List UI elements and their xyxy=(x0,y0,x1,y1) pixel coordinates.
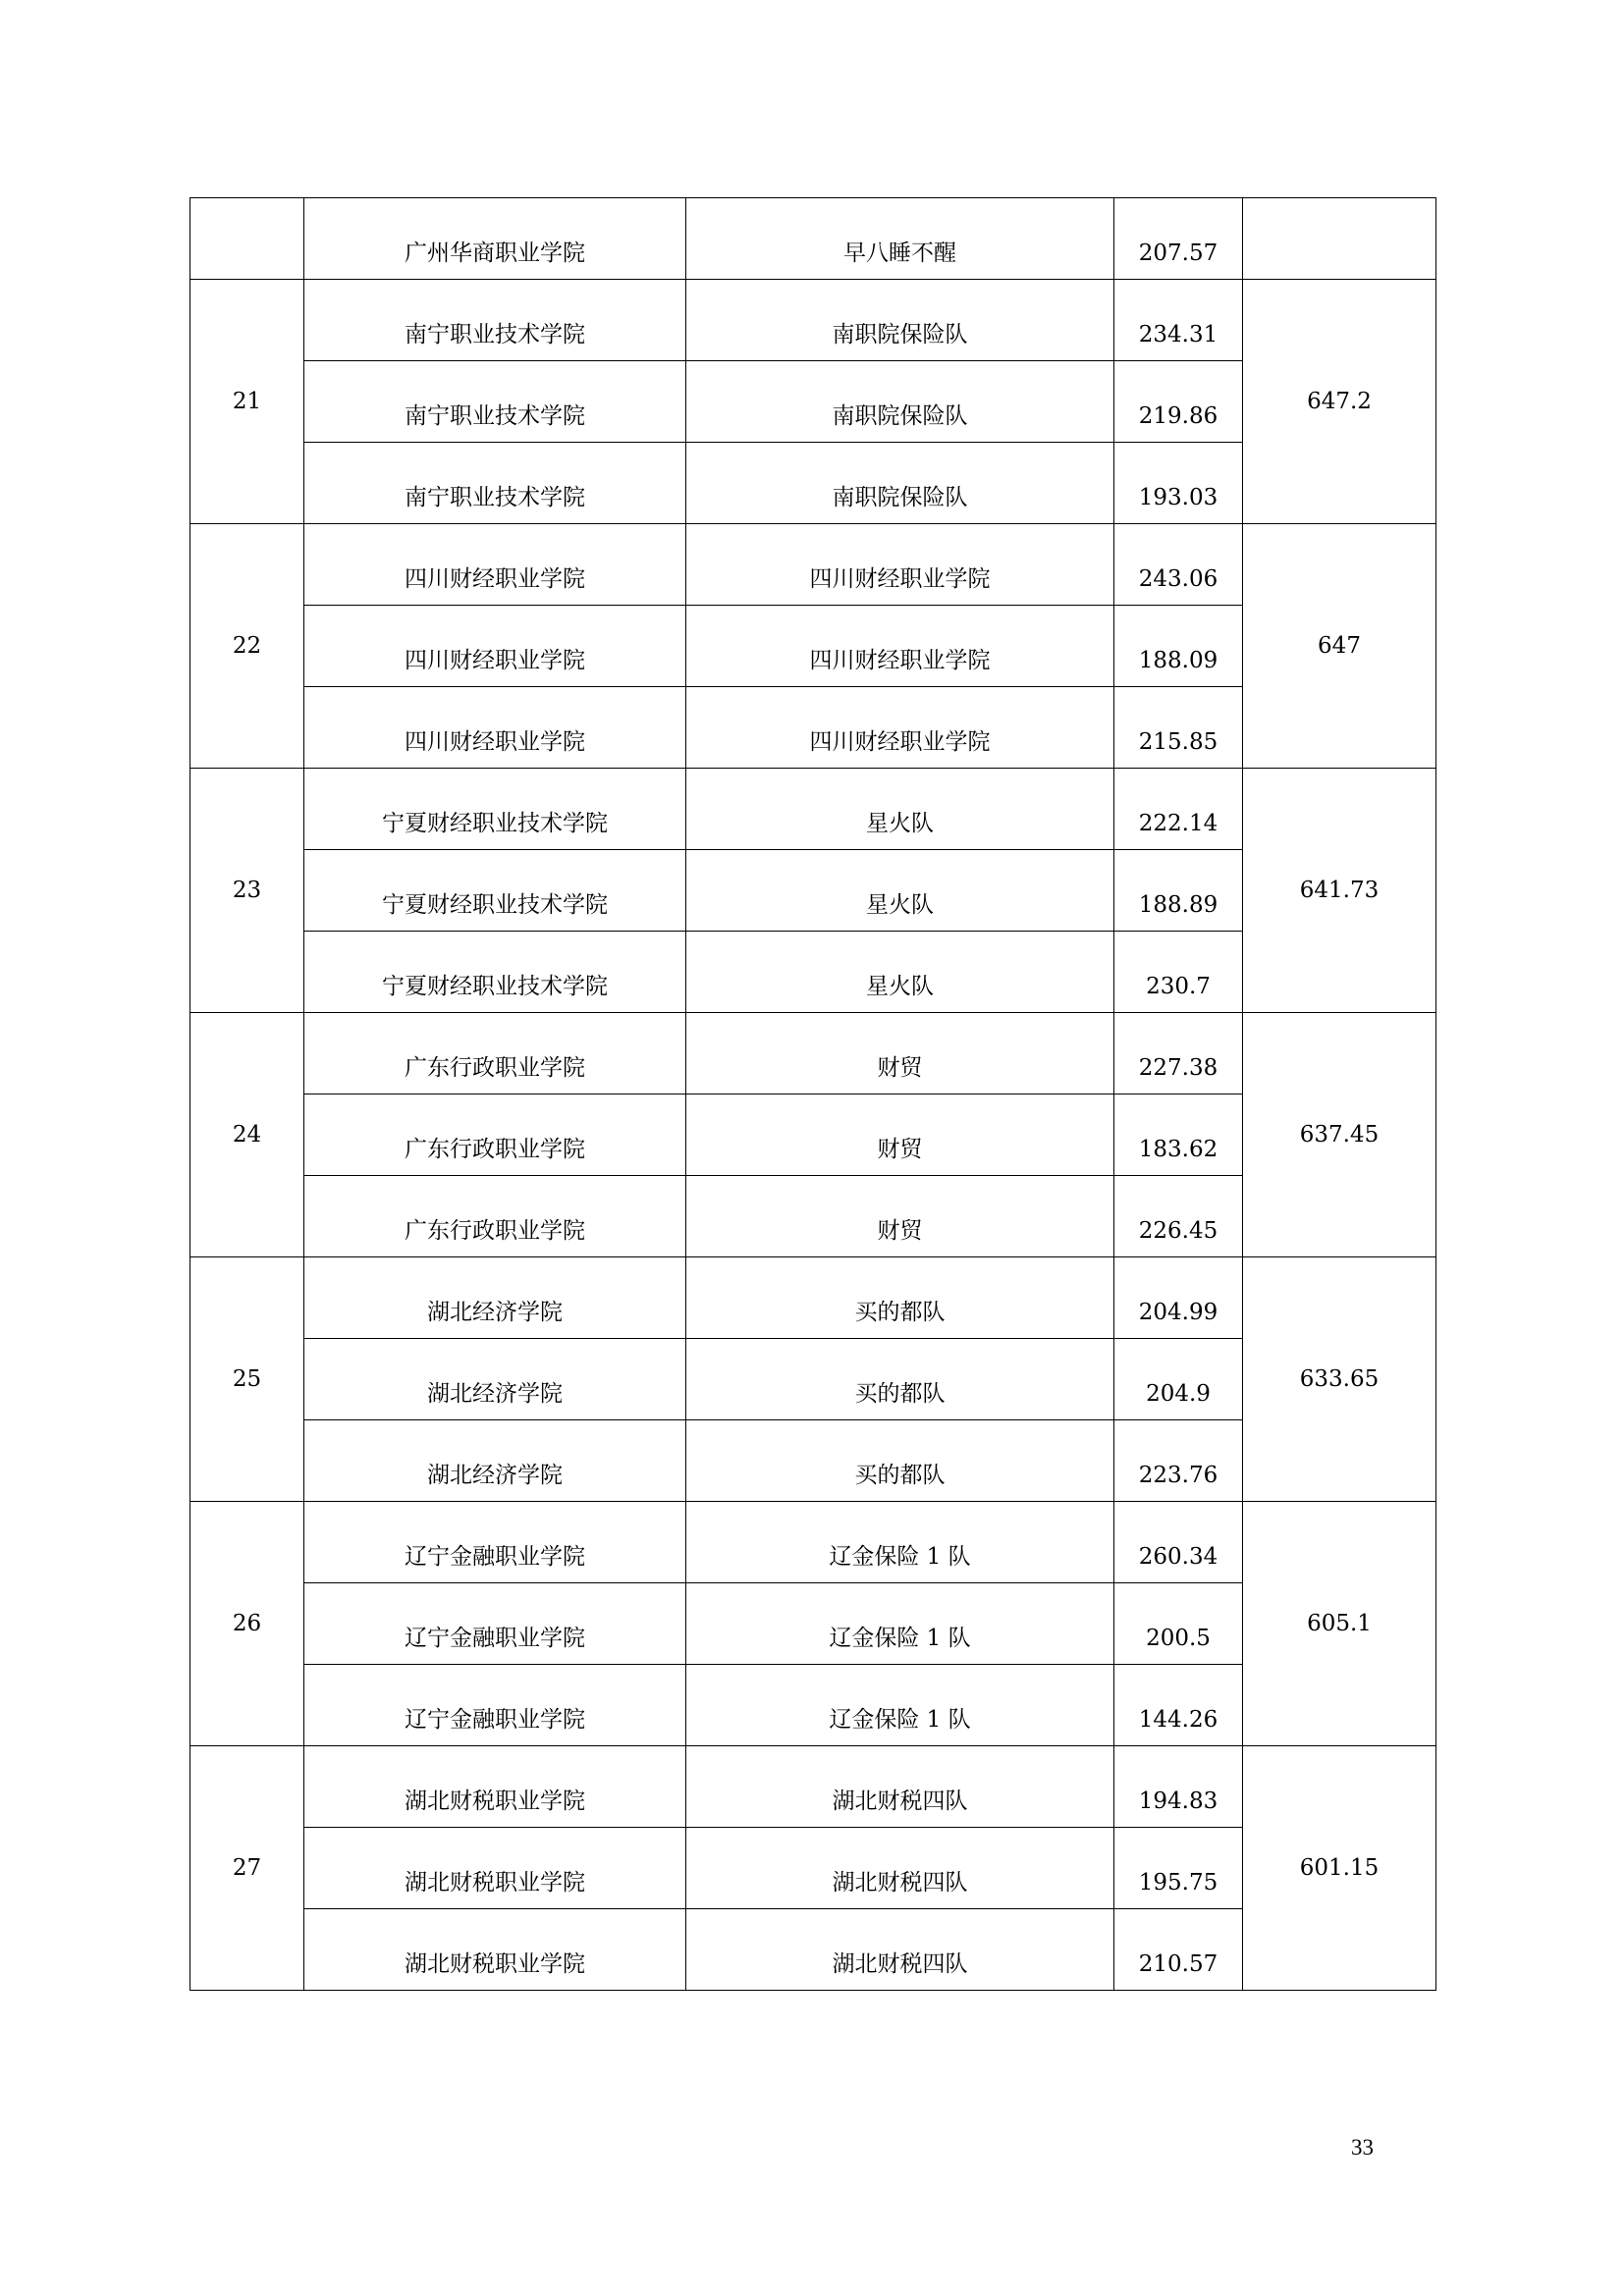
team-cell: 湖北财税四队 xyxy=(686,1909,1114,1991)
rank-cell: 22 xyxy=(190,524,304,769)
score-cell: 144.26 xyxy=(1114,1665,1243,1746)
team-cell: 四川财经职业学院 xyxy=(686,606,1114,687)
score-cell: 226.45 xyxy=(1114,1176,1243,1257)
score-cell: 193.03 xyxy=(1114,443,1243,524)
rank-cell: 23 xyxy=(190,769,304,1013)
school-cell: 南宁职业技术学院 xyxy=(304,361,686,443)
score-cell: 243.06 xyxy=(1114,524,1243,606)
score-cell: 215.85 xyxy=(1114,687,1243,769)
team-cell: 买的都队 xyxy=(686,1420,1114,1502)
score-cell: 260.34 xyxy=(1114,1502,1243,1583)
school-cell: 辽宁金融职业学院 xyxy=(304,1665,686,1746)
table-row xyxy=(190,1257,1436,1339)
total-score-cell: 601.15 xyxy=(1243,1746,1436,1991)
team-cell: 买的都队 xyxy=(686,1257,1114,1339)
rank-cell: 27 xyxy=(190,1746,304,1991)
score-cell: 207.57 xyxy=(1114,198,1243,280)
total-score-cell: 647.2 xyxy=(1243,280,1436,524)
table-row xyxy=(190,524,1436,606)
page-number: 33 xyxy=(1351,2135,1374,2160)
school-cell: 南宁职业技术学院 xyxy=(304,443,686,524)
table-row xyxy=(190,198,1436,280)
team-cell: 四川财经职业学院 xyxy=(686,524,1114,606)
school-cell: 宁夏财经职业技术学院 xyxy=(304,850,686,932)
team-cell: 南职院保险队 xyxy=(686,361,1114,443)
score-cell: 204.9 xyxy=(1114,1339,1243,1420)
school-cell: 宁夏财经职业技术学院 xyxy=(304,932,686,1013)
table-row xyxy=(190,280,1436,361)
score-cell: 204.99 xyxy=(1114,1257,1243,1339)
rank-cell: 26 xyxy=(190,1502,304,1746)
total-score-cell: 637.45 xyxy=(1243,1013,1436,1257)
school-cell: 湖北财税职业学院 xyxy=(304,1746,686,1828)
school-cell: 湖北经济学院 xyxy=(304,1420,686,1502)
school-cell: 广东行政职业学院 xyxy=(304,1176,686,1257)
score-cell: 188.09 xyxy=(1114,606,1243,687)
team-cell: 湖北财税四队 xyxy=(686,1746,1114,1828)
score-cell: 230.7 xyxy=(1114,932,1243,1013)
team-cell: 辽金保险 1 队 xyxy=(686,1583,1114,1665)
team-cell: 早八睡不醒 xyxy=(686,198,1114,280)
team-cell: 四川财经职业学院 xyxy=(686,687,1114,769)
team-cell: 南职院保险队 xyxy=(686,443,1114,524)
score-cell: 222.14 xyxy=(1114,769,1243,850)
total-score-cell: 647 xyxy=(1243,524,1436,769)
team-cell: 星火队 xyxy=(686,850,1114,932)
team-cell: 星火队 xyxy=(686,932,1114,1013)
rank-cell: 21 xyxy=(190,280,304,524)
team-cell: 财贸 xyxy=(686,1095,1114,1176)
total-score-cell: 633.65 xyxy=(1243,1257,1436,1502)
results-table xyxy=(189,197,1436,1991)
total-score-cell: 605.1 xyxy=(1243,1502,1436,1746)
team-cell: 财贸 xyxy=(686,1013,1114,1095)
school-cell: 四川财经职业学院 xyxy=(304,524,686,606)
rank-cell: 25 xyxy=(190,1257,304,1502)
score-cell: 194.83 xyxy=(1114,1746,1243,1828)
school-cell: 湖北财税职业学院 xyxy=(304,1909,686,1991)
total-score-cell: 641.73 xyxy=(1243,769,1436,1013)
score-cell: 200.5 xyxy=(1114,1583,1243,1665)
team-cell: 买的都队 xyxy=(686,1339,1114,1420)
school-cell: 四川财经职业学院 xyxy=(304,687,686,769)
school-cell: 四川财经职业学院 xyxy=(304,606,686,687)
school-cell: 广东行政职业学院 xyxy=(304,1013,686,1095)
team-cell: 财贸 xyxy=(686,1176,1114,1257)
team-cell: 南职院保险队 xyxy=(686,280,1114,361)
score-cell: 210.57 xyxy=(1114,1909,1243,1991)
school-cell: 广东行政职业学院 xyxy=(304,1095,686,1176)
school-cell: 宁夏财经职业技术学院 xyxy=(304,769,686,850)
table-row xyxy=(190,1502,1436,1583)
table-row xyxy=(190,1746,1436,1828)
table-row xyxy=(190,769,1436,850)
school-cell: 湖北经济学院 xyxy=(304,1257,686,1339)
team-cell: 辽金保险 1 队 xyxy=(686,1665,1114,1746)
school-cell: 广州华商职业学院 xyxy=(304,198,686,280)
score-cell: 188.89 xyxy=(1114,850,1243,932)
school-cell: 湖北财税职业学院 xyxy=(304,1828,686,1909)
score-cell: 183.62 xyxy=(1114,1095,1243,1176)
score-cell: 227.38 xyxy=(1114,1013,1243,1095)
team-cell: 湖北财税四队 xyxy=(686,1828,1114,1909)
score-cell: 219.86 xyxy=(1114,361,1243,443)
school-cell: 辽宁金融职业学院 xyxy=(304,1502,686,1583)
school-cell: 湖北经济学院 xyxy=(304,1339,686,1420)
school-cell: 南宁职业技术学院 xyxy=(304,280,686,361)
score-cell: 195.75 xyxy=(1114,1828,1243,1909)
score-cell: 223.76 xyxy=(1114,1420,1243,1502)
table-row xyxy=(190,1013,1436,1095)
total-score-cell xyxy=(1243,198,1436,280)
team-cell: 星火队 xyxy=(686,769,1114,850)
score-cell: 234.31 xyxy=(1114,280,1243,361)
school-cell: 辽宁金融职业学院 xyxy=(304,1583,686,1665)
results-table-body xyxy=(190,198,1436,1991)
rank-cell: 24 xyxy=(190,1013,304,1257)
team-cell: 辽金保险 1 队 xyxy=(686,1502,1114,1583)
rank-cell xyxy=(190,198,304,280)
